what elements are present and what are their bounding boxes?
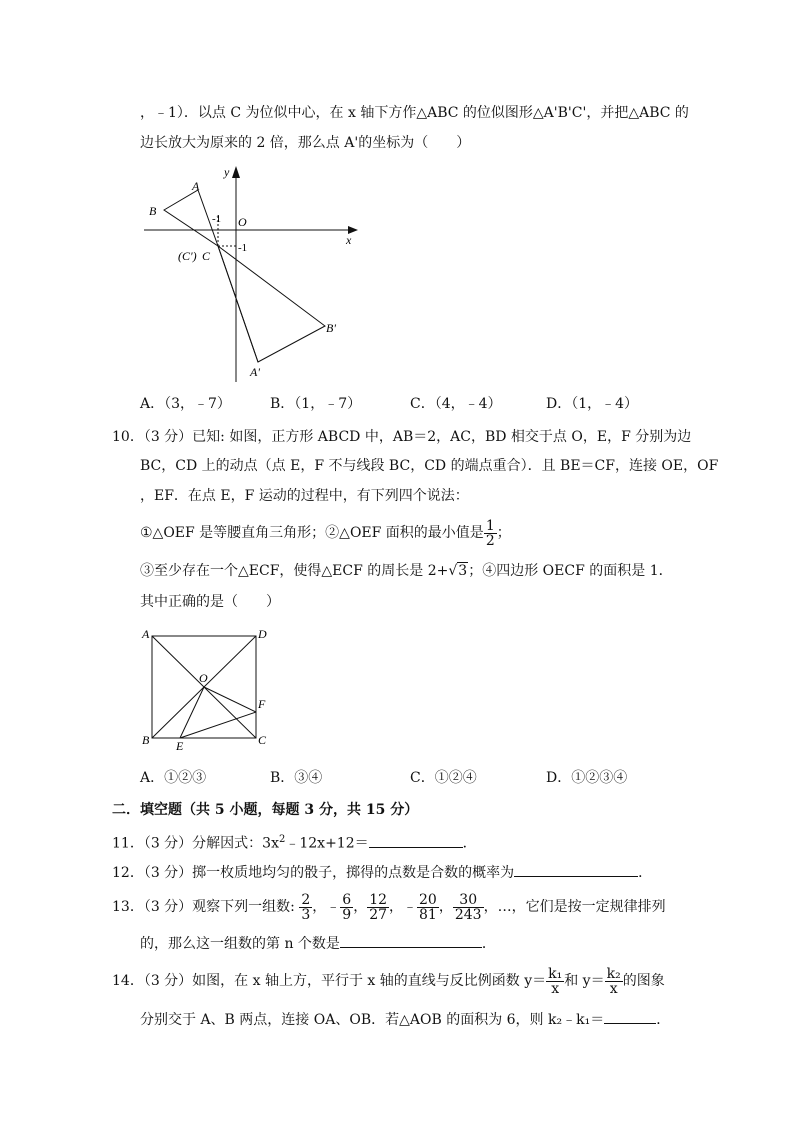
q12-text: 12．（3 分）掷一枚质地均匀的骰子，掷得的点数是合数的概率为 (112, 865, 515, 881)
q13-line1: 13．（3 分）观察下列一组数: $\frac{2}{3}$ ，﹣ $\frac{6}{9}$ ， $\frac{12}{27}$ ，﹣ $\frac{20}{81}$ ， $\frac{30}{243}$ ，…，它们是按一定规律排列 (112, 891, 666, 923)
sq-point-f-label: F (258, 697, 266, 711)
sq-point-c-label: C (258, 733, 267, 747)
fraction-denominator: x (551, 980, 560, 997)
sqrt-expression: √3 (448, 563, 468, 579)
sq-point-o-label: O (199, 671, 208, 685)
x-axis-label: x (346, 233, 352, 247)
sq-point-b-label: B (142, 733, 150, 747)
q10-s3-text-a: ③至少存在一个△ECF，使得△ECF 的周长是 2+ (140, 563, 449, 579)
q9-option-b[interactable]: B．（1，﹣7） (270, 396, 362, 412)
q10-s1-end: ； (496, 525, 511, 541)
y-axis-label: y (224, 165, 230, 179)
fraction-denominator: 243 (454, 906, 482, 923)
q13-frac-3 (367, 891, 389, 923)
q9-text-line2: 边长放大为原来的 2 倍，那么点 A'的坐标为（ ） (140, 135, 471, 151)
q12-end: ． (638, 865, 653, 881)
q9-option-d[interactable]: D．（1，﹣4） (546, 396, 639, 412)
q11-text-a: 11．（3 分）分解因式：3x (112, 835, 279, 852)
point-a-label: A (192, 179, 200, 193)
q14-line1 (112, 965, 665, 997)
neg1-y-label: -1 (238, 242, 248, 254)
q9-text-line1: ，﹣1）．以点 C 为位似中心，在 x 轴下方作△ABC 的位似图形△A'B'C'，并把△ABC 的 (140, 105, 689, 121)
q10-square-figure (138, 624, 278, 754)
q13-frac-4 (403, 891, 439, 923)
q9-option-c[interactable]: C．（4，﹣4） (410, 396, 502, 412)
fraction-numerator: 1 (485, 517, 495, 534)
q10-text-line1: 10．（3 分）已知: 如图，正方形 ABCD 中，AB＝2，AC，BD 相交于点 O，E，F 分别为边 (112, 429, 692, 445)
fraction-numerator: k₁ (548, 965, 563, 982)
point-aprime-label: A' (250, 365, 260, 379)
fraction-denominator: 3 (301, 906, 311, 923)
sqrt-radicand: 3 (458, 563, 468, 579)
fraction-k2-over-x (605, 967, 623, 996)
q10-s3-text-b: ；④四边形 OECF 的面积是 1． (468, 563, 673, 579)
q11-line (112, 830, 477, 854)
q12-line (112, 862, 652, 883)
q10-text-line3: ，EF．在点 E，F 运动的过程中，有下列四个说法： (140, 488, 469, 504)
fraction-numerator: k₂ (606, 965, 621, 982)
origin-label: O (238, 215, 247, 229)
q12-answer-blank[interactable] (514, 862, 638, 877)
q13-frac-5 (453, 891, 484, 923)
fraction-numerator: 12 (369, 891, 388, 908)
q13-line2-text: 的，那么这一组数的第 n 个数是 (140, 936, 340, 952)
q11-answer-blank[interactable] (369, 833, 463, 848)
q11-end: ． (462, 835, 477, 852)
q9-option-a[interactable]: A．（3，﹣7） (140, 396, 231, 412)
q11-text-b: ﹣12x+12＝ (285, 835, 369, 852)
q13-frac-1 (299, 891, 312, 923)
fraction (340, 893, 353, 922)
point-b-label: B (149, 204, 157, 218)
q13-end: ． (481, 936, 496, 952)
q14-text-b: 的图象 (622, 973, 665, 989)
q13-answer-blank[interactable] (340, 933, 482, 948)
sq-point-a-label: A (142, 627, 150, 641)
fraction-numerator: 6 (342, 891, 352, 908)
fraction-numerator: 2 (301, 891, 311, 908)
fraction-denominator: x (609, 980, 618, 997)
q10-text-line2: BC，CD 上的动点（点 E，F 不与线段 BC，CD 的端点重合）．且 BE＝CF，连接 OE，OF (140, 458, 719, 474)
q13-frac-2 (326, 891, 353, 923)
q14-end: ． (656, 1012, 671, 1028)
q10-statement-1-2 (140, 518, 511, 548)
q10-statement-3-4 (140, 561, 673, 581)
q10-s1-text: ①△OEF 是等腰直角三角形；②△OEF 面积的最小值是 (140, 525, 484, 541)
neg1-x-label: -1 (212, 213, 222, 225)
q14-line2-text: 分别交于 A、B 两点，连接 OA、OB．若△AOB 的面积为 6，则 k₂﹣k₁＝ (140, 1012, 605, 1028)
q10-option-a[interactable]: A．①②③ (140, 770, 207, 786)
fraction (453, 893, 484, 922)
fraction-denominator: 2 (485, 532, 495, 549)
q14-line2 (140, 1009, 670, 1030)
fraction-numerator: 20 (419, 891, 437, 908)
fraction (299, 893, 312, 922)
section-heading-fill-in: 二．填空题（共 5 小题，每题 3 分，共 15 分） (112, 802, 419, 818)
sq-point-d-label: D (258, 627, 267, 641)
fraction (367, 893, 389, 922)
q14-text-a: 14．（3 分）如图，在 x 轴上方，平行于 x 轴的直线与反比例函数 y＝ (112, 973, 547, 989)
q14-answer-blank[interactable] (604, 1009, 656, 1024)
q10-option-c[interactable]: C．①②④ (410, 770, 477, 786)
fraction-denominator: 81 (419, 906, 437, 923)
point-bprime-label: B' (326, 321, 336, 335)
fraction-one-half (484, 519, 497, 548)
sq-point-e-label: E (176, 739, 184, 753)
fraction-k1-over-x (546, 967, 564, 996)
fraction-numerator: 30 (453, 893, 484, 908)
point-c-label: C (202, 249, 211, 263)
q11-exponent: 2 (278, 834, 286, 845)
q14-text-mid: 和 y＝ (564, 973, 605, 989)
q13-text-b: ，…，它们是按一定规律排列 (483, 899, 666, 915)
q13-line2 (140, 933, 496, 954)
q9-coordinate-figure (140, 160, 370, 390)
q10-question-line: 其中正确的是（ ） (140, 594, 280, 610)
q13-text-a: 13．（3 分）观察下列一组数: (112, 899, 295, 915)
q10-option-d[interactable]: D．①②③④ (546, 770, 628, 786)
frac-sign: ﹣ (326, 899, 341, 915)
frac-sign: ﹣ (403, 899, 418, 915)
fraction-denominator: 9 (342, 906, 352, 923)
q10-option-b[interactable]: B．③④ (270, 770, 323, 786)
fraction (417, 893, 439, 922)
point-cprime-label: (C') (178, 249, 197, 263)
fraction-denominator: 27 (369, 906, 388, 923)
